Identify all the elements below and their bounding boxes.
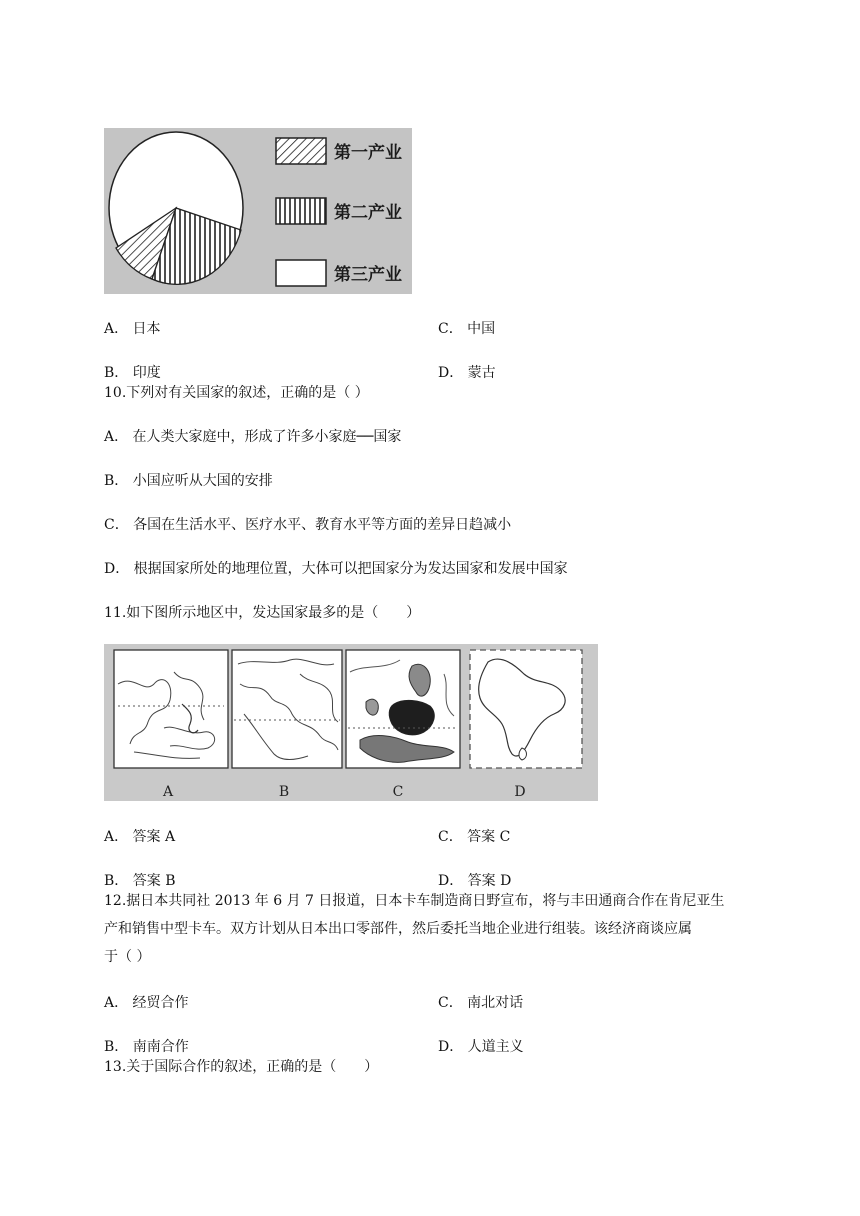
q11-option-a[interactable]: A． 答案 A — [104, 829, 176, 845]
legend-label-secondary: 第二产业 — [334, 203, 402, 223]
map-a-southeast-asia — [114, 650, 228, 768]
q12-option-d[interactable]: D． 人道主义 — [438, 1039, 524, 1055]
regions-map-figure — [104, 644, 598, 801]
map-label-d: D — [514, 784, 526, 800]
q13-stem: 13.关于国际合作的叙述，正确的是（ ） — [104, 1059, 379, 1075]
map-c-europe — [346, 650, 460, 768]
q12-stem-line1: 12.据日本共同社 2013 年 6 月 7 日报道，日本卡车制造商日野宣布，将与丰田通商合作在肯尼亚生 — [104, 893, 725, 909]
map-b-west-asia — [232, 650, 342, 768]
q9-option-d[interactable]: D． 蒙古 — [438, 365, 496, 381]
q11-option-b[interactable]: B． 答案 B — [104, 873, 176, 889]
q11-stem: 11.如下图所示地区中，发达国家最多的是（ ） — [104, 605, 421, 621]
q9-option-b[interactable]: B． 印度 — [104, 365, 161, 381]
legend-swatch-tertiary — [276, 260, 326, 286]
q12-stem-line3: 于（ ） — [104, 949, 151, 965]
q12-option-a[interactable]: A． 经贸合作 — [104, 995, 189, 1011]
q10-stem: 10.下列对有关国家的叙述，正确的是（ ） — [104, 385, 369, 401]
q11-option-c[interactable]: C． 答案 C — [438, 829, 511, 845]
legend-swatch-secondary — [276, 198, 326, 224]
regions-map-svg — [104, 644, 598, 801]
q11-option-d[interactable]: D． 答案 D — [438, 873, 512, 889]
map-label-b: B — [278, 784, 290, 800]
q10-option-b[interactable]: B． 小国应听从大国的安排 — [104, 473, 273, 489]
legend-label-primary: 第一产业 — [334, 143, 402, 163]
map-d-south-asia — [470, 650, 582, 768]
legend-label-tertiary: 第三产业 — [334, 265, 402, 285]
industry-pie-figure — [104, 128, 412, 294]
q10-option-a[interactable]: A． 在人类大家庭中，形成了许多小家庭──国家 — [104, 429, 402, 445]
q9-option-c[interactable]: C． 中国 — [438, 321, 496, 337]
legend-swatch-primary — [276, 138, 326, 164]
q10-option-c[interactable]: C． 各国在生活水平、医疗水平、教育水平等方面的差异日趋减小 — [104, 517, 512, 533]
q10-option-d[interactable]: D． 根据国家所处的地理位置，大体可以把国家分为发达国家和发展中国家 — [104, 561, 568, 577]
q12-option-c[interactable]: C． 南北对话 — [438, 995, 524, 1011]
industry-pie-svg — [104, 128, 412, 294]
map-label-c: C — [392, 784, 404, 800]
q12-option-b[interactable]: B． 南南合作 — [104, 1039, 189, 1055]
q9-option-a[interactable]: A． 日本 — [104, 321, 161, 337]
map-label-a: A — [162, 784, 174, 800]
q12-stem-line2: 产和销售中型卡车。双方计划从日本出口零部件，然后委托当地企业进行组装。该经济商谈应属 — [104, 921, 692, 937]
